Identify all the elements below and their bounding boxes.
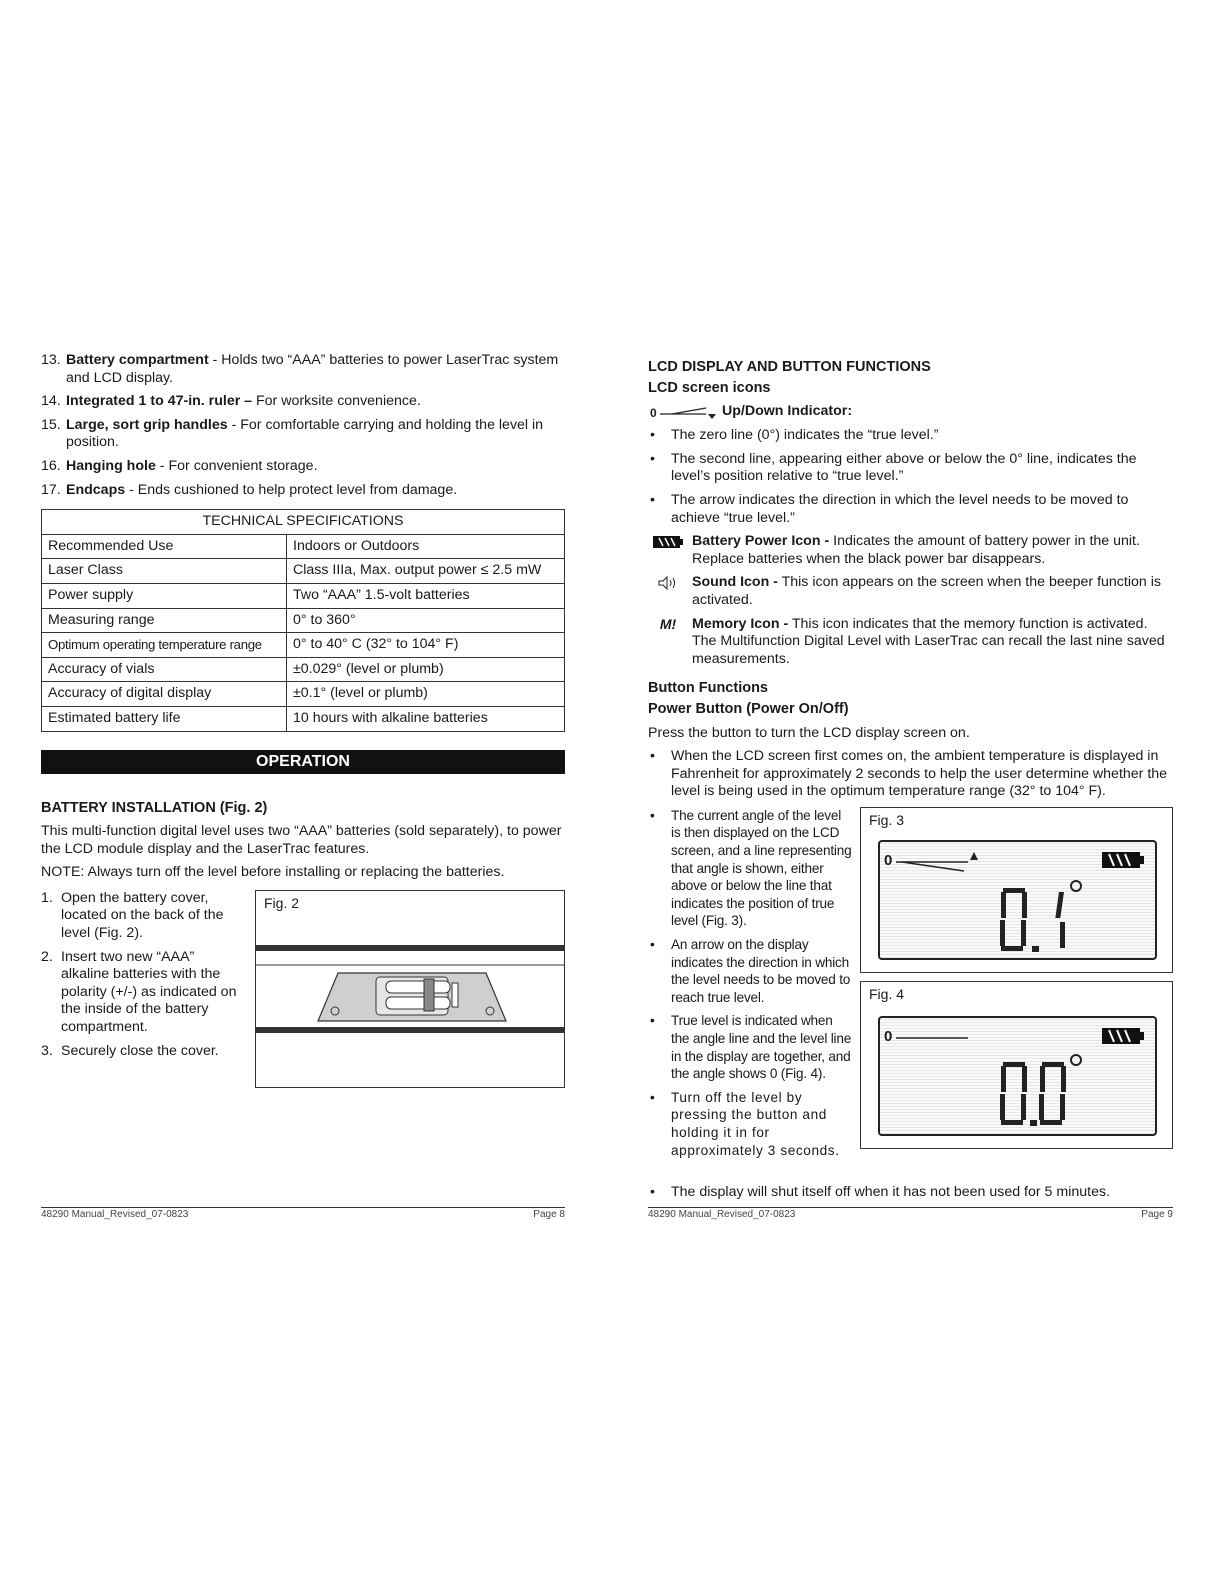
memory-icon: M! xyxy=(659,615,677,632)
table-row: Accuracy of digital display ±0.1° (level or plumb) xyxy=(42,682,565,707)
button-functions-heading: Button Functions xyxy=(648,680,769,697)
table-row: Recommended Use Indoors or Outdoors xyxy=(42,534,565,559)
list-item: 14. Integrated 1 to 47-in. ruler – For worksite convenience. xyxy=(41,393,421,410)
power-intro: Press the button to turn the LCD display screen on. xyxy=(648,724,970,741)
power-bullets xyxy=(648,748,1173,801)
updown-zero: 0 xyxy=(650,406,657,421)
lcd-display xyxy=(878,1016,1157,1136)
updown-label: Up/Down Indicator: xyxy=(722,403,853,420)
figure-caption: Fig. 4 xyxy=(869,985,905,1002)
figure-3 xyxy=(860,807,1173,973)
power-button-heading: Power Button (Power On/Off) xyxy=(648,700,849,717)
sound-icon xyxy=(648,574,688,597)
battery-steps-section xyxy=(41,890,565,1090)
battery-intro: This multi-function digital level uses two “AAA” batteries (sold separately), to power the LCD module display and the LaserTrac features. xyxy=(41,823,562,857)
table-row: Optimum operating temperature range 0° to 40° C (32° to 104° F) xyxy=(42,633,565,658)
table-title: TECHNICAL SPECIFICATIONS xyxy=(42,510,565,535)
list-item: • The zero line (0°) indicates the “true level.” xyxy=(648,427,1173,445)
lcd-digits xyxy=(1000,1055,1081,1126)
battery-compartment-illustration xyxy=(256,891,564,1087)
page-number: Page 8 xyxy=(533,1209,565,1220)
table-row: Accuracy of vials ±0.029° (level or plumb) xyxy=(42,657,565,682)
table-row: Estimated battery life 10 hours with alkaline batteries xyxy=(42,706,565,731)
memory-icon-description: M! Memory Icon - This icon indicates that the memory function is activated. The Multifunction Digital Level with LaserTrac can recall the last nine saved measurements. xyxy=(648,616,1173,669)
technical-specifications-table xyxy=(41,509,565,731)
list-item: 2. Insert two new “AAA” alkaline batteries with the polarity (+/-) as indicated on the inside of the battery compartment. xyxy=(41,948,237,1036)
battery-installation-heading: BATTERY INSTALLATION (Fig. 2) xyxy=(41,799,268,816)
lcd-graphics xyxy=(880,842,1155,958)
lcd-zero-label: 0 xyxy=(884,1027,893,1045)
page-number: Page 9 xyxy=(1141,1209,1173,1220)
footer-right-page: 48290 Manual_Revised_07-0823 Page 9 xyxy=(648,1209,1173,1220)
left-page xyxy=(41,352,565,1090)
battery-icon xyxy=(1102,1028,1144,1044)
list-item: 15. Large, sort grip handles - For comfortable carrying and holding the level in position. xyxy=(41,416,544,451)
lcd-display xyxy=(878,840,1157,960)
list-item: • The second line, appearing either above or below the 0° line, indicates the level’s position relative to “true level.” xyxy=(648,451,1173,486)
battery-steps xyxy=(41,890,246,1066)
list-item: • The display will shut itself off when it has not been used for 5 minutes. xyxy=(648,1184,1173,1202)
lcd-digits xyxy=(1000,881,1081,952)
figure-caption: Fig. 2 xyxy=(264,894,300,911)
table-row: Power supply Two “AAA” 1.5-volt batteries xyxy=(42,583,565,608)
figure-4 xyxy=(860,981,1173,1149)
list-item: • True level is indicated when the angle line and the level line in the display are together, and the angle shows 0 (Fig. 4). xyxy=(648,1012,853,1082)
updown-indicator-icon xyxy=(658,403,718,421)
list-item: 1. Open the battery cover, located on the back of the level (Fig. 2). xyxy=(41,889,224,942)
sound-icon-description: Sound Icon - This icon appears on the screen when the beeper function is activated. xyxy=(648,574,1173,609)
lcd-section-heading: LCD DISPLAY AND BUTTON FUNCTIONS xyxy=(648,359,931,375)
list-item: • The current angle of the level is then displayed on the LCD screen, and a line representing that angle is shown, either above or below the line that indicates the position of true level (Fig. 3). xyxy=(648,807,853,930)
figure-caption: Fig. 3 xyxy=(869,811,905,828)
final-bullet xyxy=(648,1184,1173,1208)
updown-indicator-row xyxy=(648,403,1173,423)
list-item: 17. Endcaps - Ends cushioned to help protect level from damage. xyxy=(41,481,458,498)
narrow-bullets xyxy=(648,807,853,1159)
battery-icon-description: Battery Power Icon - Indicates the amount of battery power in the unit. Replace batteries when the black power bar disappears. xyxy=(648,533,1173,568)
figure-2 xyxy=(255,890,565,1088)
list-item: • An arrow on the display indicates the direction in which the level needs to be moved to reach true level. xyxy=(648,936,853,1006)
battery-icon xyxy=(648,533,688,556)
list-item: • When the LCD screen first comes on, the ambient temperature is displayed in Fahrenheit for approximately 2 seconds to help the user determine whether the level is being used in the optimum temperature range (32° to 104° F). xyxy=(648,748,1173,801)
updown-bullets xyxy=(648,427,1173,527)
list-item: 16. Hanging hole - For convenient storage. xyxy=(41,457,318,474)
footer-left-page: 48290 Manual_Revised_07-0823 Page 8 xyxy=(41,1209,565,1220)
list-item: 3. Securely close the cover. xyxy=(41,1042,219,1059)
lcd-reading-value xyxy=(880,842,881,843)
figures-section xyxy=(648,807,1173,1177)
lcd-zero-label: 0 xyxy=(884,851,893,869)
lcd-icons-subheading: LCD screen icons xyxy=(648,379,771,396)
lcd-reading-value xyxy=(880,1018,881,1019)
lcd-graphics xyxy=(880,1018,1155,1134)
right-page xyxy=(648,359,1173,1200)
features-list xyxy=(41,352,565,499)
battery-icon xyxy=(1102,852,1144,868)
table-row: Laser Class Class IIIa, Max. output power ≤ 2.5 mW xyxy=(42,559,565,584)
table-row: Measuring range 0° to 360° xyxy=(42,608,565,633)
list-item: • The arrow indicates the direction in which the level needs to be moved to achieve “true level.” xyxy=(648,492,1173,527)
operation-section-bar: OPERATION xyxy=(41,750,565,774)
battery-note: NOTE: Always turn off the level before installing or replacing the batteries. xyxy=(41,864,505,881)
list-item: • Turn off the level by pressing the button and holding it in for approximately 3 seconds. xyxy=(648,1089,853,1159)
list-item: 13. Battery compartment - Holds two “AAA” batteries to power LaserTrac system and LCD display. xyxy=(41,352,559,386)
